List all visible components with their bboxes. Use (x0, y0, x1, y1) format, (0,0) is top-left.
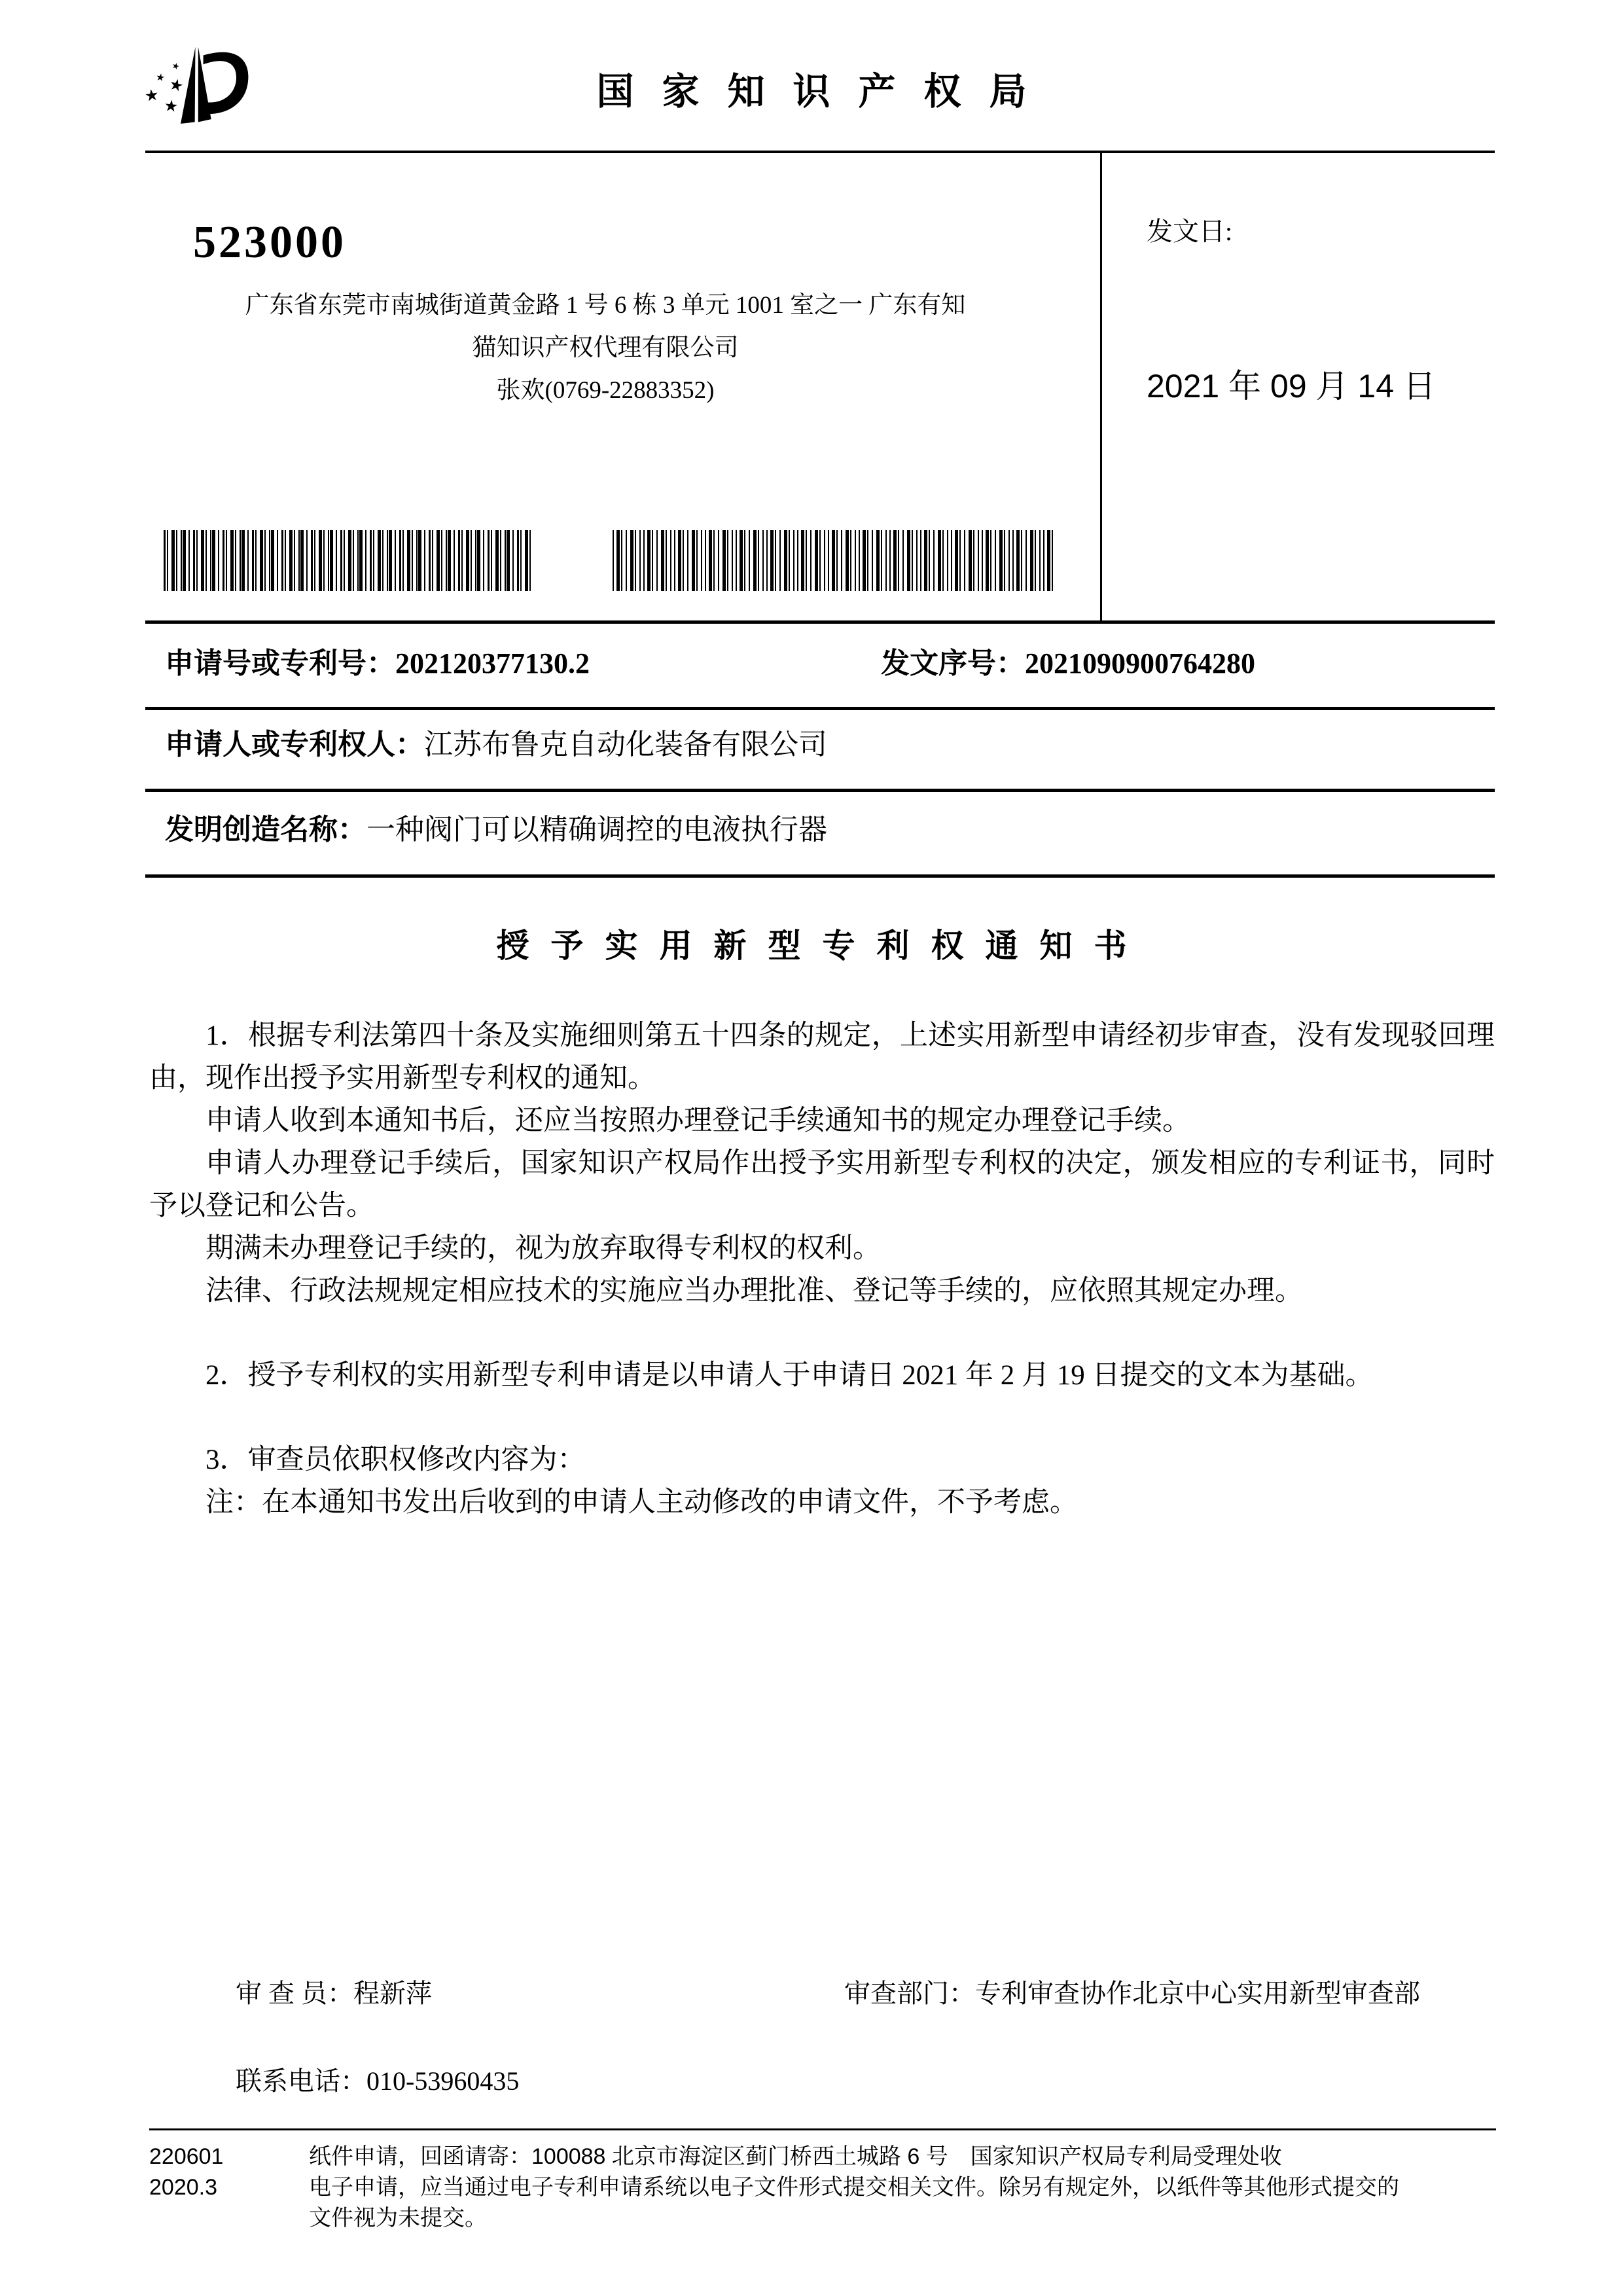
phone-label: 联系电话： (236, 2066, 366, 2096)
footer-form-code: 220601 (149, 2144, 224, 2169)
application-number-value: 202120377130.2 (395, 647, 590, 679)
invention-title-value: 一种阀门可以精确调控的电液执行器 (366, 814, 827, 846)
section-rule-4 (145, 874, 1495, 878)
footer-form-version: 2020.3 (149, 2175, 217, 2200)
footer-form-id (149, 2142, 223, 2203)
section-rule-1 (145, 620, 1495, 624)
application-number-row (165, 647, 590, 681)
footer-note-line2: 电子申请，应当通过电子专利申请系统以电子文件形式提交相关文件。除另有规定外，以纸件等其他形式提交的 (309, 2175, 1399, 2200)
dispatch-number-value: 2021090900764280 (1025, 647, 1255, 679)
notice-paragraph-1: 1．根据专利法第四十条及实施细则第五十四条的规定，上述实用新型申请经初步审查，没有发现驳回理由，现作出授予实用新型专利权的通知。 (149, 1020, 1495, 1094)
notice-paragraph-6: 2．授予专利权的实用新型专利申请是以申请人于申请日 2021 年 2 月 19 日提交的文本为基础。 (205, 1360, 1374, 1391)
footer-notes (309, 2142, 1513, 2234)
notice-paragraph-8: 注：在本通知书发出后收到的申请人主动修改的申请文件，不予考虑。 (205, 1487, 1078, 1518)
svg-text:★: ★ (143, 85, 160, 106)
notice-paragraph-7: 3．审查员依职权修改内容为： (205, 1444, 586, 1475)
department-label: 审查部门： (844, 1979, 975, 2008)
svg-text:★: ★ (167, 74, 186, 96)
barcode-application (164, 530, 533, 591)
notice-paragraph-3: 申请人办理登记手续后，国家知识产权局作出授予实用新型专利权的决定，颁发相应的专利证书，同时予以登记和公告。 (149, 1148, 1495, 1221)
invention-title-row (165, 813, 827, 848)
notice-paragraph-5: 法律、行政法规规定相应技术的实施应当办理批准、登记等手续的，应依照其规定办理。 (205, 1276, 1303, 1306)
invention-title-label: 发明创造名称： (165, 814, 366, 846)
applicant-value: 江苏布鲁克自动化装备有限公司 (424, 728, 827, 761)
header-rule (145, 151, 1495, 153)
svg-text:★: ★ (170, 60, 181, 73)
notice-title: 授予实用新型专利权通知书 (496, 927, 1149, 964)
recipient-address-line2: 猫知识产权代理有限公司 (472, 334, 739, 361)
examiner-name: 程新萍 (353, 1979, 432, 2008)
notice-body (149, 1014, 1495, 1524)
svg-text:★: ★ (163, 96, 179, 117)
section-rule-3 (145, 789, 1495, 792)
notice-paragraph-4: 期满未办理登记手续的，视为放弃取得专利权的权利。 (205, 1233, 881, 1264)
examiner-row (236, 1978, 432, 2009)
recipient-address (151, 284, 1060, 412)
footer-note-line3: 文件视为未提交。 (309, 2206, 487, 2231)
issue-date-value: 2021 年 09 月 14 日 (1147, 368, 1436, 404)
postal-code: 523000 (193, 217, 346, 268)
footer-note-line1: 纸件申请，回函请寄：100088 北京市海淀区蓟门桥西土城路 6 号 国家知识产权局专利局受理处收 (309, 2144, 1282, 2169)
department-row (844, 1978, 1420, 2009)
header-box-divider (1100, 151, 1102, 623)
notice-paragraph-2: 申请人收到本通知书后，还应当按照办理登记手续通知书的规定办理登记手续。 (205, 1105, 1190, 1136)
footer-rule (149, 2128, 1496, 2130)
issue-date-label: 发文日: (1147, 217, 1233, 246)
department-name: 专利审查协作北京中心实用新型审查部 (975, 1979, 1420, 2008)
dispatch-number-row (881, 647, 1255, 681)
applicant-row (165, 728, 827, 762)
svg-text:★: ★ (154, 71, 166, 84)
phone-row (236, 2066, 519, 2097)
phone-number: 010-53960435 (366, 2066, 520, 2096)
section-rule-2 (145, 707, 1495, 710)
examiner-label: 审 查 员： (236, 1979, 353, 2008)
agency-title: 国家知识产权局 (596, 71, 1055, 113)
application-number-label: 申请号或专利号： (165, 647, 395, 679)
barcode-dispatch (613, 530, 1055, 591)
recipient-contact: 张欢(0769-22883352) (496, 377, 715, 404)
recipient-address-line1: 广东省东莞市南城街道黄金路 1 号 6 栋 3 单元 1001 室之一 广东有知 (245, 292, 966, 319)
applicant-label: 申请人或专利权人： (165, 728, 424, 761)
dispatch-number-label: 发文序号： (881, 647, 1025, 679)
